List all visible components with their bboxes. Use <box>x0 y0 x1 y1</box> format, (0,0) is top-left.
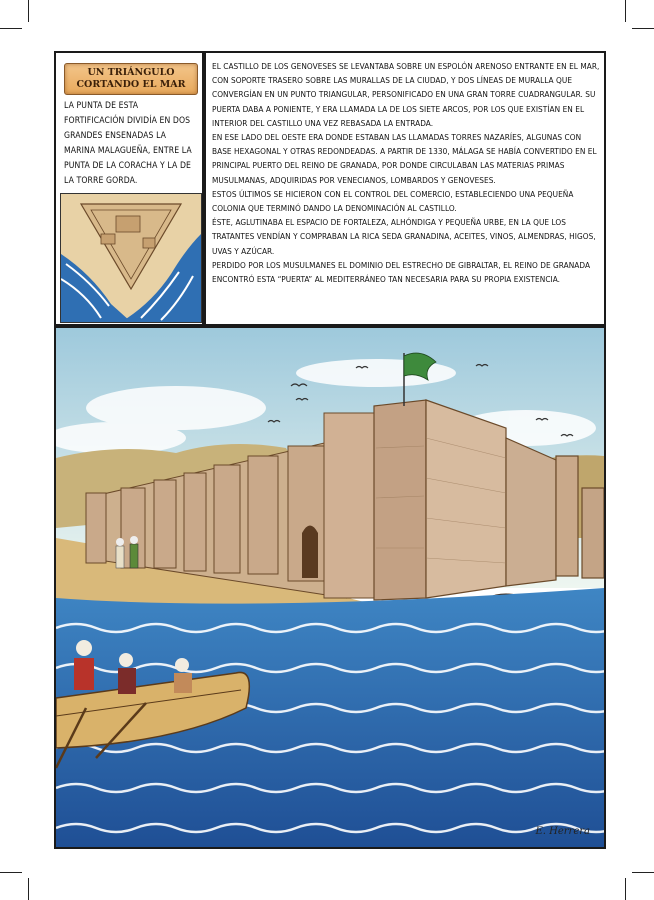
paragraph: ESTOS ÚLTIMOS SE HICIERON CON EL CONTROL DEL COMERCIO, ESTABLECIENDO UNA PEQUEÑA COLONIA QUE TERMINÓ DANDO LA DENOMINACIÓN AL CASTILLO. <box>212 188 574 214</box>
crop-mark <box>625 878 626 900</box>
crop-mark <box>632 28 654 29</box>
fortress-map-illustration <box>60 193 202 323</box>
castle-illustration <box>56 328 604 847</box>
crop-mark <box>625 0 626 22</box>
side-panel-title: UN TRIÁNGULO CORTANDO EL MAR <box>76 67 186 90</box>
paragraph: EL CASTILLO DE LOS GENOVESES SE LEVANTABA SOBRE UN ESPOLÓN ARENOSO ENTRANTE EN EL MAR, CON SOPORTE TRASERO SOBRE LAS MURALLAS DE LA CIUDAD, Y DOS LÍNEAS DE MURALLA QUE CONVERGÍAN EN UN PUNTO TRIANGULAR, PERSONIFICADO EN UNA GRAN TORRE CUADRANGULAR. SU PUERTA DABA A PONIENTE, Y ERA LLAMADA LA DE LOS SIETE ARCOS, POR LOS QUE EXISTÍAN EN EL INTERIOR DEL CASTILLO UNA VEZ REBASADA LA ENTRADA. <box>212 61 600 128</box>
castle-illustration-panel <box>54 326 606 849</box>
crop-mark <box>632 872 654 873</box>
crop-mark <box>0 28 22 29</box>
paragraph: PERDIDO POR LOS MUSULMANES EL DOMINIO DEL ESTRECHO DE GIBRALTAR, EL REINO DE GRANADA ENCONTRÓ ESTA “PUERTA” AL MEDITERRÁNEO TAN NECESARIA PARA SU PROPIA EXISTENCIA. <box>212 259 591 285</box>
side-info-panel <box>54 51 204 326</box>
main-text-body <box>212 59 602 286</box>
title-banner <box>64 63 198 95</box>
crop-mark <box>28 878 29 900</box>
paragraph: EN ESE LADO DEL OESTE ERA DONDE ESTABAN LAS LLAMADAS TORRES NAZARÍES, ALGUNAS CON BASE HEXAGONAL Y OTRAS REDONDEADAS. A PARTIR DE 1330, MÁLAGA SE HABÍA CONVERTIDO EN EL PRINCIPAL PUERTO DEL REINO DE GRANADA, POR DONDE CIRCULABAN LAS MATERIAS PRIMAS MUSULMANAS, ADQUIRIDAS POR VENECIANOS, LOMBARDOS Y GENOVESES. <box>212 132 597 185</box>
side-panel-text: LA PUNTA DE ESTA FORTIFICACIÓN DIVIDÍA EN DOS GRANDES ENSENADAS LA MARINA MALAGUEÑA, ENTRE LA PUNTA DE LA CORACHA Y LA DE LA TORRE GORDA. <box>64 101 192 186</box>
paragraph: ÉSTE, AGLUTINABA EL ESPACIO DE FORTALEZA, ALHÓNDIGA Y PEQUEÑA URBE, EN LA QUE LOS TRATANTES VENDÍAN Y COMPRABAN LA RICA SEDA GRANADINA, ACEITES, VINOS, ALMENDRAS, HIGOS, UVAS Y AZÚCAR. <box>212 217 596 256</box>
artist-signature: E. Herrera <box>535 826 590 837</box>
crop-mark <box>0 872 22 873</box>
castle-gate <box>302 526 318 579</box>
crop-mark <box>28 0 29 22</box>
main-text-panel <box>204 51 606 326</box>
